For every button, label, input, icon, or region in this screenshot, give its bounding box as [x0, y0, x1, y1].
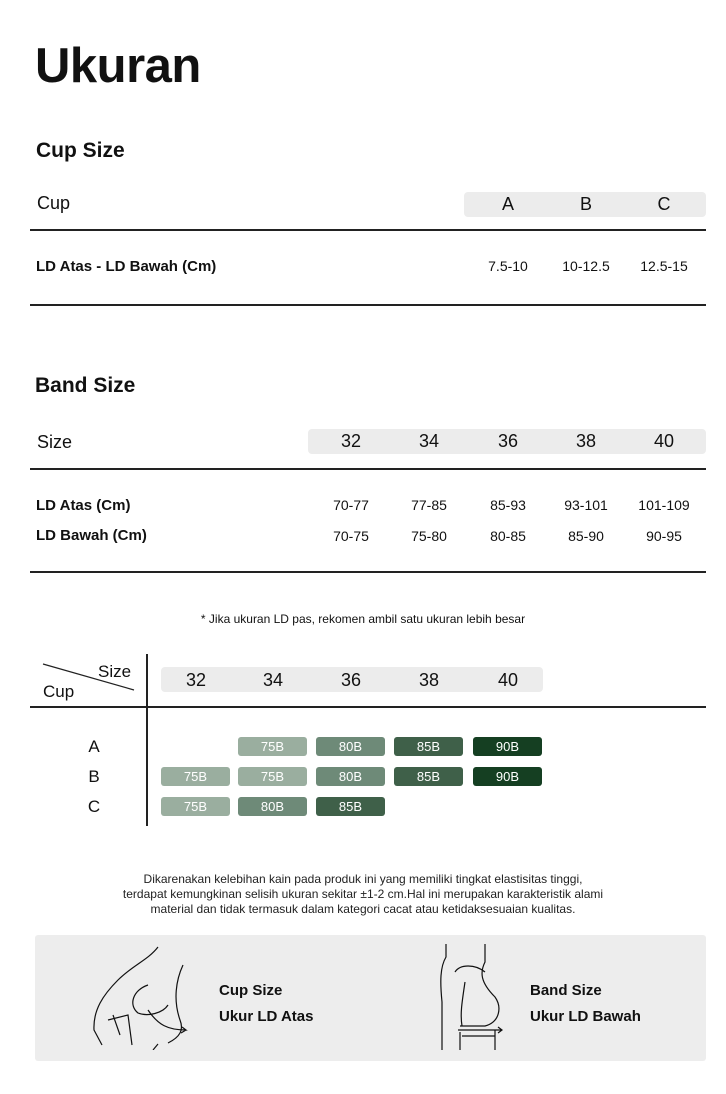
band-value: 75-80 — [411, 528, 447, 544]
band-value: 77-85 — [411, 497, 447, 513]
matrix-column-header: 32 — [185, 670, 207, 690]
matrix-column-header: 38 — [418, 670, 440, 690]
size-chip: 75B — [161, 797, 230, 816]
disclaimer — [63, 872, 663, 917]
divider — [30, 229, 706, 231]
size-chip: 90B — [473, 767, 542, 786]
band-value: 70-77 — [333, 497, 369, 513]
band-measure-illustration-icon — [440, 942, 510, 1052]
band-value: 101-109 — [638, 497, 690, 513]
cup-column-header: A — [501, 194, 515, 214]
band-header-label: Size — [37, 432, 73, 452]
band-column-header: 32 — [340, 431, 362, 451]
cup-column-header: B — [579, 194, 593, 214]
cup-header-label: Cup — [37, 193, 71, 213]
footnote: * Jika ukuran LD pas, rekomen ambil satu ukuran lebih besar — [200, 612, 526, 626]
matrix-cup-label: A — [88, 737, 100, 756]
cup-value: 12.5-15 — [640, 258, 688, 274]
band-column-header: 34 — [418, 431, 440, 451]
band-column-header: 36 — [497, 431, 519, 451]
cup-row-label: LD Atas - LD Bawah (Cm) — [36, 258, 217, 275]
matrix-corner-cup: Cup — [43, 682, 75, 701]
band-value: 80-85 — [490, 528, 526, 544]
size-chip: 85B — [316, 797, 385, 816]
cup-measure-illustration-icon — [88, 945, 198, 1050]
matrix-vertical-divider — [146, 654, 148, 826]
divider — [30, 706, 706, 708]
band-value: 90-95 — [646, 528, 682, 544]
size-chip: 80B — [238, 797, 307, 816]
size-chip: 85B — [394, 767, 463, 786]
band-column-header: 40 — [653, 431, 675, 451]
cup-value: 7.5-10 — [488, 258, 528, 274]
band-row-label: LD Atas (Cm) — [36, 497, 131, 514]
size-chip: 85B — [394, 737, 463, 756]
band-column-header: 38 — [575, 431, 597, 451]
size-chip: 75B — [238, 737, 307, 756]
size-chip: 80B — [316, 767, 385, 786]
guide-cup-title: Cup Size — [219, 982, 283, 999]
page-title: Ukuran — [35, 39, 201, 93]
size-chip: 75B — [161, 767, 230, 786]
band-value: 93-101 — [564, 497, 608, 513]
band-value: 85-93 — [490, 497, 526, 513]
guide-band-subtitle: Ukur LD Bawah — [530, 1008, 641, 1025]
matrix-cup-label: C — [87, 797, 101, 816]
matrix-corner-size: Size — [98, 662, 132, 681]
size-chip: 90B — [473, 737, 542, 756]
cup-size-heading: Cup Size — [36, 139, 125, 162]
disclaimer-line: Dikarenakan kelebihan kain pada produk ini yang memiliki tingkat elastisitas tinggi, — [143, 872, 583, 886]
band-value: 70-75 — [333, 528, 369, 544]
size-chip: 75B — [238, 767, 307, 786]
guide-band-title: Band Size — [530, 982, 602, 999]
matrix-column-header: 36 — [340, 670, 362, 690]
disclaimer-line: material dan tidak termasuk dalam kategori cacat atau ketidaksesuaian kualitas. — [150, 902, 576, 916]
band-size-heading: Band Size — [35, 374, 136, 397]
matrix-cup-label: B — [88, 767, 100, 786]
size-chip: 80B — [316, 737, 385, 756]
band-row-label: LD Bawah (Cm) — [36, 527, 147, 544]
disclaimer-line: terdapat kemungkinan selisih ukuran sekitar ±1-2 cm.Hal ini merupakan karakteristik alami — [122, 887, 604, 901]
divider — [30, 304, 706, 306]
band-value: 85-90 — [568, 528, 604, 544]
guide-cup-subtitle: Ukur LD Atas — [219, 1008, 314, 1025]
cup-value: 10-12.5 — [562, 258, 610, 274]
divider — [30, 468, 706, 470]
matrix-column-header: 34 — [262, 670, 284, 690]
cup-column-header: C — [657, 194, 671, 214]
matrix-column-header: 40 — [497, 670, 519, 690]
divider — [30, 571, 706, 573]
